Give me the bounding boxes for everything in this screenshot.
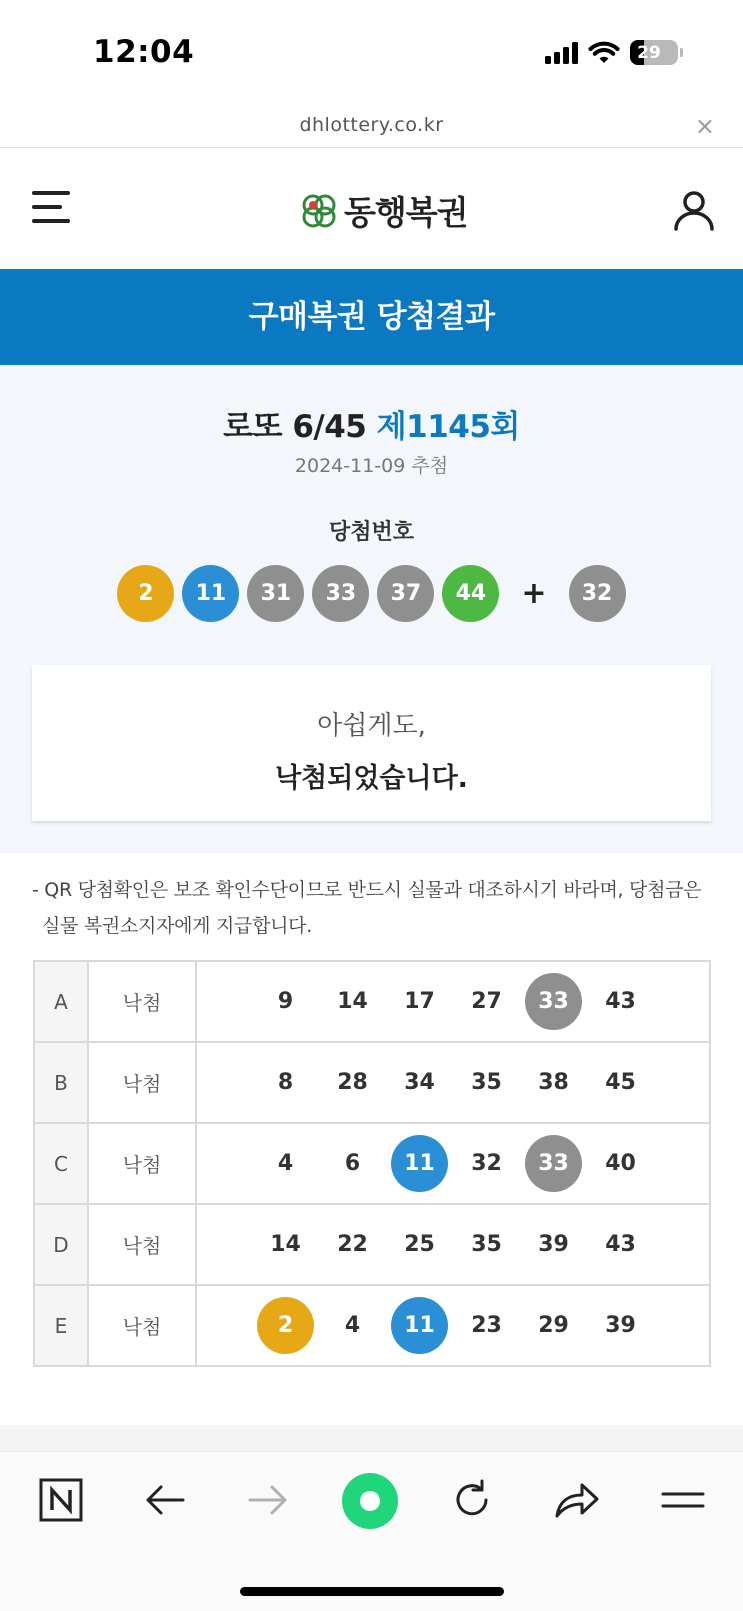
ticket-game-label: B bbox=[34, 1042, 88, 1123]
table-row bbox=[34, 1123, 710, 1204]
ticket-number: 14 bbox=[270, 1232, 301, 1257]
ticket-number: 39 bbox=[538, 1232, 569, 1257]
page-title: 구매복권 당첨결과 bbox=[248, 299, 495, 335]
clover-logo-icon bbox=[300, 192, 338, 230]
ticket-numbers bbox=[196, 1285, 710, 1366]
ticket-number: 6 bbox=[344, 1151, 361, 1176]
winning-ball: 33 bbox=[312, 565, 369, 622]
ticket-number: 4 bbox=[277, 1151, 294, 1176]
url-bar[interactable] bbox=[0, 108, 743, 148]
reload-icon[interactable] bbox=[449, 1476, 497, 1524]
ticket-number: 39 bbox=[605, 1313, 636, 1338]
ticket-result: 낙첨 bbox=[88, 1123, 196, 1204]
winning-numbers-label: 당첨번호 bbox=[328, 520, 414, 545]
cellular-signal-icon bbox=[545, 42, 578, 64]
ticket-game-label: D bbox=[34, 1204, 88, 1285]
site-header bbox=[0, 149, 743, 269]
ticket-number: 8 bbox=[277, 1070, 294, 1095]
ticket-result: 낙첨 bbox=[88, 1204, 196, 1285]
hamburger-menu-icon[interactable] bbox=[32, 191, 70, 223]
winning-ball: 31 bbox=[247, 565, 304, 622]
plus-sign: + bbox=[521, 576, 547, 611]
ticket-numbers bbox=[196, 961, 710, 1042]
home-area bbox=[0, 1547, 743, 1611]
winning-ball: 44 bbox=[442, 565, 499, 622]
url-text[interactable]: dhlottery.co.kr bbox=[299, 114, 444, 136]
share-icon[interactable] bbox=[553, 1476, 601, 1524]
table-row bbox=[34, 961, 710, 1042]
ticket-number: 25 bbox=[404, 1232, 435, 1257]
menu-icon[interactable] bbox=[659, 1476, 707, 1524]
qr-disclaimer: - QR 당첨확인은 보조 확인수단이므로 반드시 실물과 대조하시기 바라며, 당첨금은 실물 복권소지자에게 지급합니다. bbox=[32, 879, 702, 937]
winning-ball: 2 bbox=[117, 565, 174, 622]
game-title bbox=[0, 401, 743, 446]
ticket-number: 22 bbox=[337, 1232, 368, 1257]
ticket-number: 40 bbox=[605, 1151, 636, 1176]
bonus-ball: 32 bbox=[569, 565, 626, 622]
matched-number: 33 bbox=[525, 973, 582, 1030]
result-message-line1: 아쉽게도, bbox=[317, 711, 426, 741]
battery-level: 29 bbox=[637, 42, 661, 63]
browser-toolbar bbox=[0, 1451, 743, 1547]
ticket-number: 28 bbox=[337, 1070, 368, 1095]
ticket-number: 29 bbox=[538, 1313, 569, 1338]
matched-number: 11 bbox=[391, 1135, 448, 1192]
table-row bbox=[34, 1285, 710, 1366]
winning-ball: 11 bbox=[182, 565, 239, 622]
section-divider bbox=[0, 1425, 743, 1451]
title-band bbox=[0, 269, 743, 365]
home-indicator[interactable] bbox=[240, 1587, 504, 1596]
status-icons bbox=[545, 40, 683, 65]
matched-number: 33 bbox=[525, 1135, 582, 1192]
ticket-number: 14 bbox=[337, 989, 368, 1014]
ticket-result: 낙첨 bbox=[88, 1042, 196, 1123]
ticket-number: 38 bbox=[538, 1070, 569, 1095]
ticket-game-label: A bbox=[34, 961, 88, 1042]
forward-arrow-icon[interactable] bbox=[244, 1476, 292, 1524]
close-icon[interactable]: × bbox=[694, 112, 715, 140]
result-notice-card bbox=[32, 665, 711, 821]
ticket-number: 17 bbox=[404, 989, 435, 1014]
ticket-numbers bbox=[196, 1042, 710, 1123]
naver-icon[interactable] bbox=[37, 1476, 85, 1524]
ticket-number: 23 bbox=[471, 1313, 502, 1338]
matched-number: 2 bbox=[257, 1297, 314, 1354]
status-time: 12:04 bbox=[93, 34, 195, 70]
matched-number: 11 bbox=[391, 1297, 448, 1354]
user-icon[interactable] bbox=[673, 189, 715, 231]
ticket-table bbox=[33, 960, 711, 1367]
ticket-number: 9 bbox=[277, 989, 294, 1014]
ticket-result: 낙첨 bbox=[88, 961, 196, 1042]
wifi-icon bbox=[588, 41, 620, 65]
green-dot-icon[interactable] bbox=[341, 1472, 399, 1530]
table-row bbox=[34, 1042, 710, 1123]
ticket-number: 43 bbox=[605, 1232, 636, 1257]
ticket-number: 43 bbox=[605, 989, 636, 1014]
back-arrow-icon[interactable] bbox=[141, 1476, 189, 1524]
site-logo[interactable] bbox=[300, 187, 468, 234]
battery-tip bbox=[680, 48, 683, 57]
ticket-number: 45 bbox=[605, 1070, 636, 1095]
result-area bbox=[0, 365, 743, 853]
ticket-game-label: C bbox=[34, 1123, 88, 1204]
ticket-result: 낙첨 bbox=[88, 1285, 196, 1366]
ticket-number: 34 bbox=[404, 1070, 435, 1095]
game-round: 제1145회 bbox=[376, 409, 520, 445]
ticket-numbers bbox=[196, 1204, 710, 1285]
table-row bbox=[34, 1204, 710, 1285]
ticket-number: 35 bbox=[471, 1232, 502, 1257]
logo-text: 동행복권 bbox=[344, 193, 468, 232]
game-name: 로또 6/45 bbox=[223, 409, 367, 445]
battery-icon bbox=[630, 40, 678, 65]
ticket-numbers bbox=[196, 1123, 710, 1204]
status-bar bbox=[0, 0, 743, 108]
draw-date: 2024-11-09 추첨 bbox=[294, 455, 449, 477]
winning-numbers bbox=[0, 565, 743, 622]
ticket-number: 27 bbox=[471, 989, 502, 1014]
ticket-number: 35 bbox=[471, 1070, 502, 1095]
winning-ball: 37 bbox=[377, 565, 434, 622]
ticket-game-label: E bbox=[34, 1285, 88, 1366]
ticket-number: 4 bbox=[344, 1313, 361, 1338]
ticket-number: 32 bbox=[471, 1151, 502, 1176]
result-message-line2: 낙첨되었습니다. bbox=[275, 763, 468, 794]
